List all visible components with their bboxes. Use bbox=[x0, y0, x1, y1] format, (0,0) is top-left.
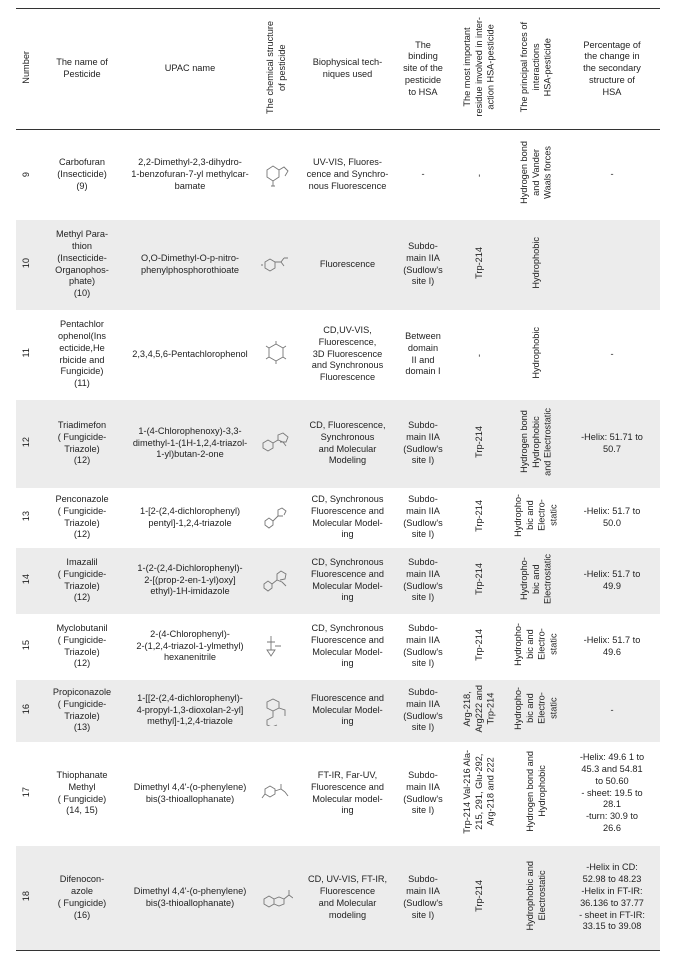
cell-forces: Hydrophobic bbox=[530, 236, 541, 289]
cell-iupac: 1-(2-(2,4-Dichlorophenyl)- 2-[(prop-2-en-1-yl)oxy] ethyl)-1H-imidazole bbox=[137, 562, 243, 597]
cell-iupac: Dimethyl 4,4'-(o-phenylene) bis(3-thioallophanate) bbox=[133, 885, 247, 908]
cell-number: 17 bbox=[21, 786, 32, 797]
cell-structure bbox=[254, 742, 300, 846]
cell-residue: - bbox=[474, 173, 485, 177]
cell-percentage bbox=[564, 220, 660, 310]
cell-forces: Hydrogen bond and Vander Waals forces bbox=[518, 141, 553, 205]
table-row bbox=[16, 846, 660, 951]
cell-residue: Trp-214 bbox=[474, 879, 485, 912]
cell-number: 16 bbox=[21, 703, 32, 714]
table-row bbox=[16, 220, 660, 310]
header-residue: The most important residue involved in inter- action HSA-pesticide bbox=[462, 17, 496, 117]
cell-structure bbox=[254, 488, 300, 548]
cell-binding-site: Between domain II and domain I bbox=[405, 330, 441, 377]
propiconazole-structure-icon bbox=[261, 696, 293, 726]
cell-techniques: CD, UV-VIS, FT-IR, Fluorescence and Molecular modeling bbox=[307, 874, 388, 920]
cell-iupac: 1-[2-(2,4-dichlorophenyl) pentyl]-1,2,4-triazole bbox=[139, 505, 241, 528]
cell-residue: Trp-214 bbox=[474, 246, 485, 279]
cell-number: 11 bbox=[21, 347, 32, 358]
header-forces: The principal forces of interactions HSA-pesticide bbox=[518, 21, 553, 113]
triadimefon-structure-icon bbox=[261, 429, 293, 459]
cell-structure bbox=[254, 680, 300, 742]
carbofuran-structure-icon bbox=[261, 160, 293, 190]
cell-name: Carbofuran (Insecticide) (9) bbox=[57, 157, 107, 191]
cell-number: 15 bbox=[21, 639, 32, 650]
cell-percentage: -Helix: 51.7 to 49.9 bbox=[583, 568, 641, 591]
cell-number: 13 bbox=[21, 510, 32, 521]
cell-forces: Hydropho- bic and Electrostatic bbox=[518, 553, 553, 604]
cell-binding-site: Subdo- main IIA (Sudlow's site I) bbox=[403, 874, 443, 920]
cell-binding-site: Subdo- main IIA (Sudlow's site I) bbox=[403, 769, 443, 816]
cell-techniques: CD, Fluorescence, Synchronous and Molecular Modeling bbox=[309, 419, 386, 466]
imazalil-structure-icon bbox=[261, 566, 293, 596]
cell-structure bbox=[254, 548, 300, 614]
cell-residue: Trp-214 bbox=[474, 499, 485, 532]
cell-iupac: 1-[[2-(2,4-dichlorophenyl)- 4-propyl-1,3-dioxolan-2-yl] methyl]-1,2,4-triazole bbox=[136, 692, 244, 727]
cell-residue: Trp-214 bbox=[474, 425, 485, 458]
cell-name: Triadimefon ( Fungicide- Triazole) (12) bbox=[57, 419, 107, 466]
cell-forces: Hydrogen bond Hydrophobic and Electrostatic bbox=[518, 407, 553, 476]
cell-percentage: - bbox=[610, 704, 614, 715]
header-name: The name of Pesticide bbox=[56, 57, 108, 79]
cell-number: 12 bbox=[21, 436, 32, 447]
table-row bbox=[16, 742, 660, 846]
pentachlorophenol-structure-icon bbox=[261, 340, 293, 370]
cell-techniques: Fluorescence and Molecular Model- ing bbox=[310, 692, 385, 727]
cell-percentage: -Helix: 51.71 to 50.7 bbox=[581, 431, 643, 454]
cell-name: Propiconazole ( Fungicide- Triazole) (13) bbox=[52, 686, 112, 733]
cell-binding-site: Subdo- main IIA (Sudlow's site I) bbox=[403, 240, 443, 287]
cell-techniques: CD,UV-VIS, Fluorescence, 3D Fluorescence and Synchronous Fluorescence bbox=[311, 325, 384, 383]
cell-name: Myclobutanil ( Fungicide- Triazole) (12) bbox=[56, 622, 108, 669]
table-row bbox=[16, 548, 660, 614]
cell-name: Methyl Para- thion (Insecticide- Organophos- phate) (10) bbox=[55, 229, 109, 299]
cell-iupac: 2,2-Dimethyl-2,3-dihydro- 1-benzofuran-7-yl methylcar- bamate bbox=[131, 157, 249, 191]
header-binding-site: The binding site of the pesticide to HSA bbox=[403, 39, 443, 97]
cell-binding-site: Subdo- main IIA (Sudlow's site I) bbox=[403, 493, 443, 540]
cell-forces: Hydropho- bic and Electro- static bbox=[512, 623, 559, 667]
thiophanate-methyl-structure-icon bbox=[261, 779, 293, 809]
cell-name: Thiophanate Methyl ( Fungicide) (14, 15) bbox=[56, 769, 108, 816]
cell-percentage: -Helix: 51.7 to 50.0 bbox=[583, 505, 641, 528]
cell-number: 9 bbox=[21, 171, 32, 177]
cell-iupac: O,O-Dimethyl-O-p-nitro- phenylphosphorothioate bbox=[140, 252, 240, 275]
table-row bbox=[16, 680, 660, 742]
cell-techniques: UV-VIS, Fluores- cence and Synchro- nous Fluorescence bbox=[306, 157, 389, 191]
methyl-parathion-structure-icon bbox=[261, 250, 293, 280]
table-row bbox=[16, 614, 660, 680]
cell-name: Difenocon- azole ( Fungicide) (16) bbox=[57, 874, 107, 920]
header-percentage: Percentage of the change in the secondary structure of HSA bbox=[583, 39, 641, 97]
cell-techniques: Fluorescence bbox=[319, 258, 376, 269]
table-header-row bbox=[16, 9, 660, 130]
cell-percentage: -Helix: 51.7 to 49.6 bbox=[583, 634, 641, 657]
myclobutanil-structure-icon bbox=[261, 632, 293, 662]
cell-forces: Hydropho- bic and Electro- static bbox=[512, 687, 559, 731]
cell-residue: Trp-214 bbox=[474, 562, 485, 595]
cell-techniques: CD, Synchronous Fluorescence and Molecular Model- ing bbox=[310, 622, 385, 669]
cell-residue: - bbox=[474, 353, 485, 357]
cell-forces: Hydrophobic and Electrostatic bbox=[524, 861, 547, 931]
cell-techniques: CD, Synchronous Fluorescence and Molecular Model- ing bbox=[310, 556, 385, 603]
cell-structure bbox=[254, 220, 300, 310]
table-row bbox=[16, 488, 660, 548]
cell-forces: Hydropho- bic and Electro- static bbox=[512, 494, 559, 538]
table-row bbox=[16, 130, 660, 220]
cell-name: Penconazole ( Fungicide- Triazole) (12) bbox=[55, 493, 109, 540]
cell-percentage: -Helix: 49.6 1 to 45.3 and 54.81 to 50.60 - sheet: 19.5 to 28.1 -turn: 30.9 to 26.6 bbox=[579, 752, 645, 833]
cell-structure bbox=[254, 400, 300, 488]
cell-binding-site: Subdo- main IIA (Sudlow's site I) bbox=[403, 556, 443, 603]
cell-residue: Arg-218, Arg222 and Trp-214 bbox=[462, 684, 496, 733]
table-row bbox=[16, 400, 660, 488]
cell-residue: Trp-214 bbox=[474, 628, 485, 661]
penconazole-structure-icon bbox=[261, 503, 293, 533]
cell-percentage: -Helix in CD: 52.98 to 48.23 -Helix in FT-IR: 36.136 to 37.77 - sheet in FT-IR: 33.15 to 39.08 bbox=[579, 862, 645, 932]
header-number: Number bbox=[21, 50, 32, 84]
cell-name: Imazalil ( Fungicide- Triazole) (12) bbox=[57, 556, 107, 603]
cell-structure bbox=[254, 310, 300, 400]
cell-number: 14 bbox=[21, 573, 32, 584]
cell-binding-site: Subdo- main IIA (Sudlow's site I) bbox=[403, 419, 443, 466]
cell-number: 18 bbox=[21, 890, 32, 901]
cell-number: 10 bbox=[21, 257, 32, 268]
cell-forces: Hydrogen bond and Hydrophobic bbox=[524, 751, 547, 832]
cell-residue: Trp-214 Val-216 Ala- 215, 291, Glu-292, Arg-218 and 222 bbox=[462, 749, 496, 834]
table-row bbox=[16, 310, 660, 400]
header-techniques: Biophysical tech- niques used bbox=[312, 57, 383, 79]
cell-binding-site: Subdo- main IIA (Sudlow's site I) bbox=[403, 622, 443, 669]
cell-techniques: FT-IR, Far-UV, Fluorescence and Molecular model- ing bbox=[310, 769, 385, 816]
pesticide-hsa-table bbox=[16, 8, 660, 951]
cell-iupac: 2-(4-Chlorophenyl)- 2-(1,2,4-triazol-1-ylmethyl) hexanenitrile bbox=[136, 628, 244, 663]
cell-percentage: - bbox=[610, 168, 614, 179]
cell-name: Pentachlor ophenol(Ins ecticide,He rbicide and Fungicide) (11) bbox=[57, 319, 106, 389]
header-structure: The chemical structure of pesticide bbox=[265, 20, 287, 114]
cell-techniques: CD, Synchronous Fluorescence and Molecular Model- ing bbox=[310, 493, 385, 540]
cell-structure bbox=[254, 846, 300, 951]
cell-forces: Hydrophobic bbox=[530, 326, 541, 379]
cell-binding-site: Subdo- main IIA (Sudlow's site I) bbox=[403, 686, 443, 733]
cell-iupac: Dimethyl 4,4'-(o-phenylene) bis(3-thioallophanate) bbox=[133, 781, 247, 804]
cell-percentage: - bbox=[610, 348, 614, 359]
cell-iupac: 2,3,4,5,6-Pentachlorophenol bbox=[132, 348, 248, 359]
cell-binding-site: - bbox=[421, 168, 425, 179]
cell-structure bbox=[254, 130, 300, 220]
header-iupac: UPAC name bbox=[164, 63, 216, 74]
difenoconazole-structure-icon bbox=[261, 883, 293, 913]
cell-structure bbox=[254, 614, 300, 680]
cell-iupac: 1-(4-Chlorophenoxy)-3,3- dimethyl-1-(1H-1,2,4-triazol- 1-yl)butan-2-one bbox=[132, 425, 248, 460]
